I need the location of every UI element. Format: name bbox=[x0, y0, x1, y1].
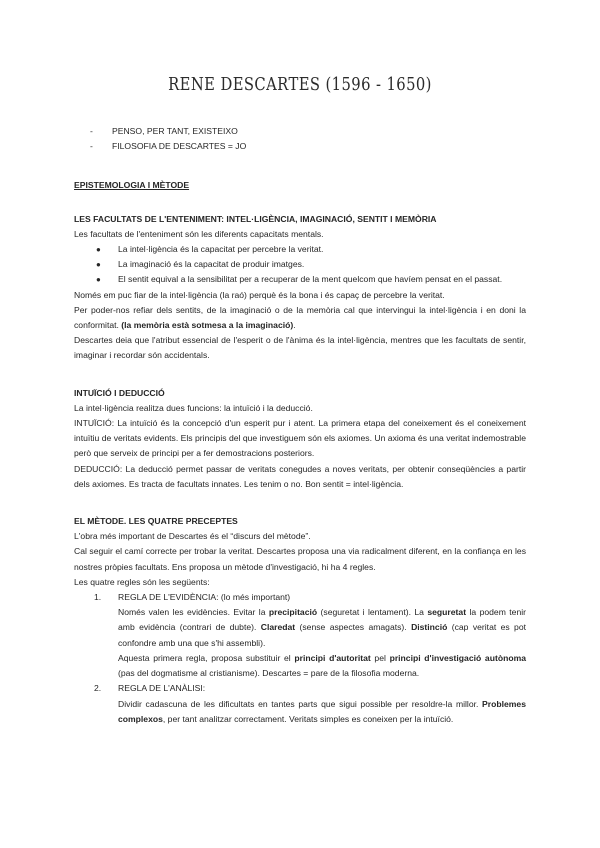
section-heading-epistemologia: EPISTEMOLOGIA I MÈTODE bbox=[74, 180, 190, 191]
document-body bbox=[74, 124, 526, 727]
rule-item bbox=[94, 681, 526, 727]
text-run: Per poder-nos refiar dels sentits, de la imaginació o de la memòria cal que intervingui la intel·ligència i en doni la conformitat. bbox=[74, 304, 526, 331]
text-run: (pas del dogmatisme al cristianisme). Descartes = pare de la filosofia moderna. bbox=[118, 668, 420, 679]
bold-text: seguretat bbox=[427, 607, 467, 618]
heading-metode: EL MÈTODE. LES QUATRE PRECEPTES bbox=[74, 516, 238, 527]
paragraph: Les facultats de l'enteniment són les diferents capacitats mentals. bbox=[74, 228, 324, 239]
document-title: RENE DESCARTES (1596 - 1650) bbox=[168, 74, 432, 95]
text-run: , per tant analitzar correctament. Veritats simples es coneixen per la intuïció. bbox=[162, 713, 454, 724]
rule-title: REGLA DE L'ANÀLISI: bbox=[118, 683, 206, 694]
paragraph: Només em puc fiar de la intel·ligència (la raó) perquè és la bona i és capaç de percebre la veritat. bbox=[74, 289, 445, 300]
bold-text: Distinció bbox=[411, 622, 448, 633]
paragraph: Les quatre regles són les següents: bbox=[74, 576, 210, 587]
bullet-item: ● La intel·ligència és la capacitat per percebre la veritat. bbox=[94, 242, 526, 257]
heading-facultats: LES FACULTATS DE L'ENTENIMENT: INTEL·LIGÈNCIA, IMAGINACIÓ, SENTIT I MEMÒRIA bbox=[74, 213, 437, 224]
rule-text bbox=[118, 697, 526, 727]
rule-title: REGLA DE L'EVIDÈNCIA: (lo més important) bbox=[118, 592, 291, 603]
paragraph: Cal seguir el camí correcte per trobar la veritat. Descartes proposa una via radicalment diferent, en la confiança en les nostres pròpies facultats. Ens proposa un mètode d'investigació, hi ha 4 regles. bbox=[74, 546, 526, 572]
rule-item bbox=[94, 590, 526, 681]
intro-list bbox=[90, 124, 526, 154]
text-run: Aquesta primera regla, proposa substituir el bbox=[118, 652, 295, 663]
paragraph: Descartes deia que l'atribut essencial de l'esperit o de l'ànima és la intel·ligència, mentres que les facultats de sentir, imaginar i recordar són accidentals. bbox=[74, 335, 526, 361]
rule-text bbox=[118, 651, 526, 681]
text-run: la podem tenir amb evidència (contrari de dubte). bbox=[118, 607, 526, 633]
intro-item: - PENSO, PER TANT, EXISTEIXO bbox=[90, 124, 526, 139]
facultats-bullet-list bbox=[94, 242, 526, 288]
bold-text: principi d'investigació autònoma bbox=[389, 652, 526, 663]
text-run: Dividir cadascuna de les dificultats en tantes parts que sigui possible per resoldre-la millor. bbox=[118, 698, 483, 709]
bullet-item: ● La imaginació és la capacitat de produir imatges. bbox=[94, 257, 526, 272]
paragraph: La intel·ligència realitza dues funcions: la intuïció i la deducció. bbox=[74, 402, 313, 413]
paragraph: L'obra més important de Descartes és el “discurs del mètode”. bbox=[74, 531, 311, 542]
text-run: (seguretat i lentament). La bbox=[317, 607, 428, 618]
text-run: (sense aspectes amagats). bbox=[295, 622, 412, 633]
paragraph: DEDUCCIÓ: La deducció permet passar de veritats conegudes a noves veritats, per obtenir conseqüències a partir dels axiomes. Es tracta de facultats innates. Les tenim o no. Bon sentit = intel·ligència. bbox=[74, 463, 526, 489]
bullet-item: ● El sentit equival a la sensibilitat per a recuperar de la ment quelcom que havíem pensat en el passat. bbox=[94, 272, 526, 287]
text-run: Només valen les evidències. Evitar la bbox=[118, 607, 269, 618]
rules-list bbox=[94, 590, 526, 727]
text-run: . bbox=[293, 320, 296, 331]
rule-number: 1. bbox=[94, 592, 102, 603]
rule-text bbox=[118, 605, 526, 651]
bold-text: Problemes complexos bbox=[118, 698, 526, 724]
bold-text: (la memòria està sotmesa a la imaginació) bbox=[121, 320, 294, 331]
intro-item: - FILOSOFIA DE DESCARTES = JO bbox=[90, 139, 526, 154]
rule-number: 2. bbox=[94, 683, 102, 694]
bold-text: Claredat bbox=[260, 622, 296, 633]
text-run: pel bbox=[370, 652, 390, 663]
bold-text: principi d'autoritat bbox=[294, 652, 371, 663]
paragraph: INTUÏCIÓ: La intuïció és la concepció d'un esperit pur i atent. La primera etapa del coneixement és el coneixement intuïtiu de veritats evidents. Els principis del que investiguem són els axiomes. Un axioma és una veritat indemostrable però que serveix de principi per a fer demostracions posteriors. bbox=[74, 418, 526, 459]
heading-intuicio: INTUÏCIÓ I DEDUCCIÓ bbox=[74, 387, 165, 398]
text-run: (cap veritat es pot confondre amb una que s'hi assembli). bbox=[118, 622, 527, 648]
paragraph bbox=[74, 303, 526, 333]
bold-text: precipitació bbox=[268, 607, 318, 618]
